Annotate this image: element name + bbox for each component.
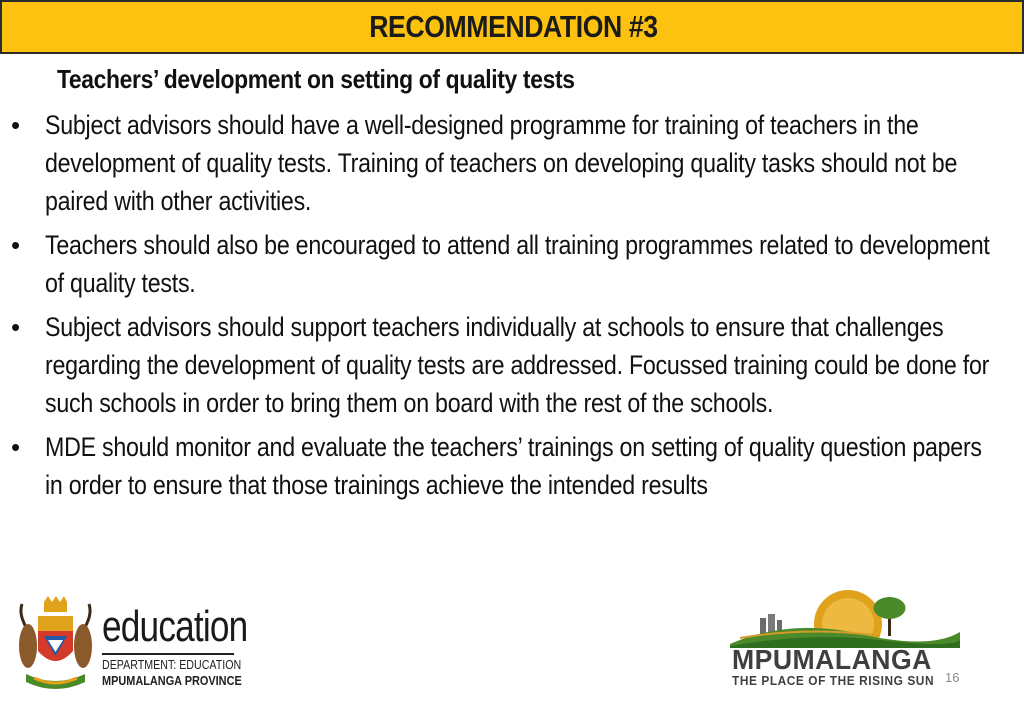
subheading: Teachers’ development on setting of quality tests	[57, 64, 575, 94]
education-wordmark: education	[102, 602, 248, 651]
rising-sun-landscape-icon	[730, 588, 960, 648]
bullet-item	[0, 106, 1024, 220]
mpumalanga-logo	[730, 588, 960, 693]
wordmark-divider	[102, 653, 234, 655]
mpumalanga-wordmark: MPUMALANGA	[732, 644, 932, 675]
bullet-marker: •	[11, 110, 21, 140]
bullet-item	[0, 308, 1024, 422]
page-number: 16	[945, 670, 960, 685]
bullet-marker: •	[11, 230, 21, 260]
bullet-item	[0, 428, 1024, 504]
bullet-text: MDE should monitor and evaluate the teachers’ trainings on setting of quality question papers in order to ensure that those trainings achieve the intended results	[45, 432, 982, 500]
bullet-marker: •	[11, 432, 21, 462]
title-bar	[0, 0, 1024, 54]
bullet-item	[0, 226, 1024, 302]
bullet-marker: •	[11, 312, 21, 342]
department-label: DEPARTMENT: EDUCATION	[102, 657, 242, 672]
slide-title: RECOMMENDATION #3	[369, 9, 658, 44]
bullet-text: Subject advisors should have a well-designed programme for training of teachers in the development of quality tests. Training of teachers on developing quality tasks should not be paired with other activities.	[45, 110, 958, 216]
mpumalanga-tagline: THE PLACE OF THE RISING SUN	[732, 674, 935, 688]
bullet-list	[0, 106, 1024, 510]
coat-of-arms-icon	[8, 596, 103, 696]
province-label: MPUMALANGA PROVINCE	[102, 673, 242, 688]
bullet-text: Teachers should also be encouraged to attend all training programmes related to development of quality tests.	[45, 230, 990, 298]
bullet-text: Subject advisors should support teachers individually at schools to ensure that challenges regarding the development of quality tests are addressed. Focussed training could be done for such schools in order to bring them on board with the rest of the schools.	[45, 312, 990, 418]
education-department-logo	[8, 596, 248, 696]
